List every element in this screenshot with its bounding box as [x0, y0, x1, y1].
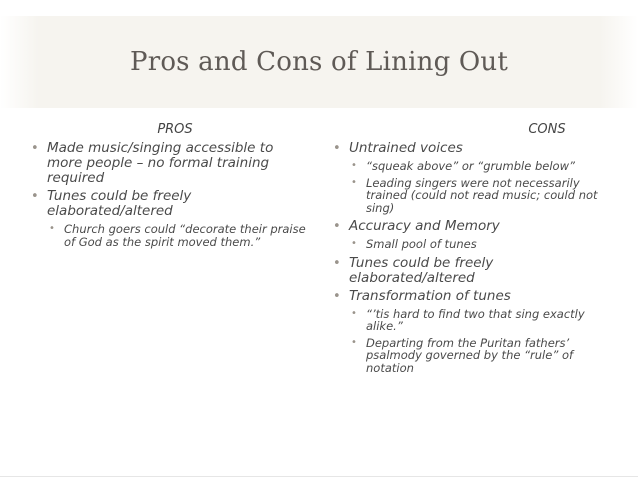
bullet-icon: •	[351, 176, 357, 188]
pros-column	[30, 122, 312, 250]
sub-list-item-text: Leading singers were not necessarily trained (could not read music; could not sing)	[366, 175, 598, 215]
bullet-icon: •	[333, 255, 341, 271]
list-item	[332, 256, 622, 286]
list-item-text: Transformation of tunes	[349, 287, 511, 304]
cons-heading: CONS	[528, 122, 566, 137]
slide-title: Pros and Cons of Lining Out	[130, 47, 508, 77]
sub-list-item-text: Small pool of tunes	[366, 237, 477, 251]
cons-column	[332, 122, 622, 376]
list-item	[332, 219, 622, 234]
list-item	[332, 141, 622, 156]
sub-list-item-text: “squeak above” or “grumble below”	[366, 159, 575, 173]
list-item-text: Tunes could be freely elaborated/altered	[349, 254, 494, 286]
list-item	[30, 189, 312, 219]
bullet-icon: •	[333, 219, 341, 234]
sub-list-item	[349, 177, 622, 215]
list-item	[30, 141, 312, 186]
sub-list-item	[47, 223, 312, 248]
list-item-text: Tunes could be freely elaborated/altered	[47, 188, 192, 219]
sub-list-item-text: “’tis hard to find two that sing exactly alike.”	[366, 306, 585, 333]
list-item	[332, 289, 622, 304]
pros-heading: PROS	[157, 122, 193, 137]
sub-list-item	[349, 337, 622, 375]
bullet-icon: •	[351, 238, 357, 249]
pros-list	[30, 141, 312, 248]
bullet-icon: •	[333, 288, 341, 304]
list-item-text: Accuracy and Memory	[349, 218, 500, 234]
bullet-icon: •	[31, 141, 39, 156]
list-item-text: Made music/singing accessible to more people – no formal training required	[47, 140, 274, 186]
bottom-divider	[0, 476, 638, 477]
sub-list-item-text: Departing from the Puritan fathers’ psalmody governed by the “rule” of notation	[366, 335, 574, 375]
sub-list-item	[349, 160, 622, 173]
bullet-icon: •	[351, 336, 357, 348]
bullet-icon: •	[351, 307, 357, 319]
sub-list-item	[349, 308, 622, 333]
bullet-icon: •	[351, 160, 357, 171]
sub-list-item-text: Church goers could “decorate their praise of God as the spirit moved them.”	[64, 222, 306, 249]
sub-list-item	[349, 238, 622, 251]
list-item-text: Untrained voices	[349, 140, 463, 156]
bullet-icon: •	[49, 223, 55, 234]
bullet-icon: •	[333, 141, 341, 156]
bullet-icon: •	[31, 189, 39, 204]
cons-list	[332, 141, 622, 374]
